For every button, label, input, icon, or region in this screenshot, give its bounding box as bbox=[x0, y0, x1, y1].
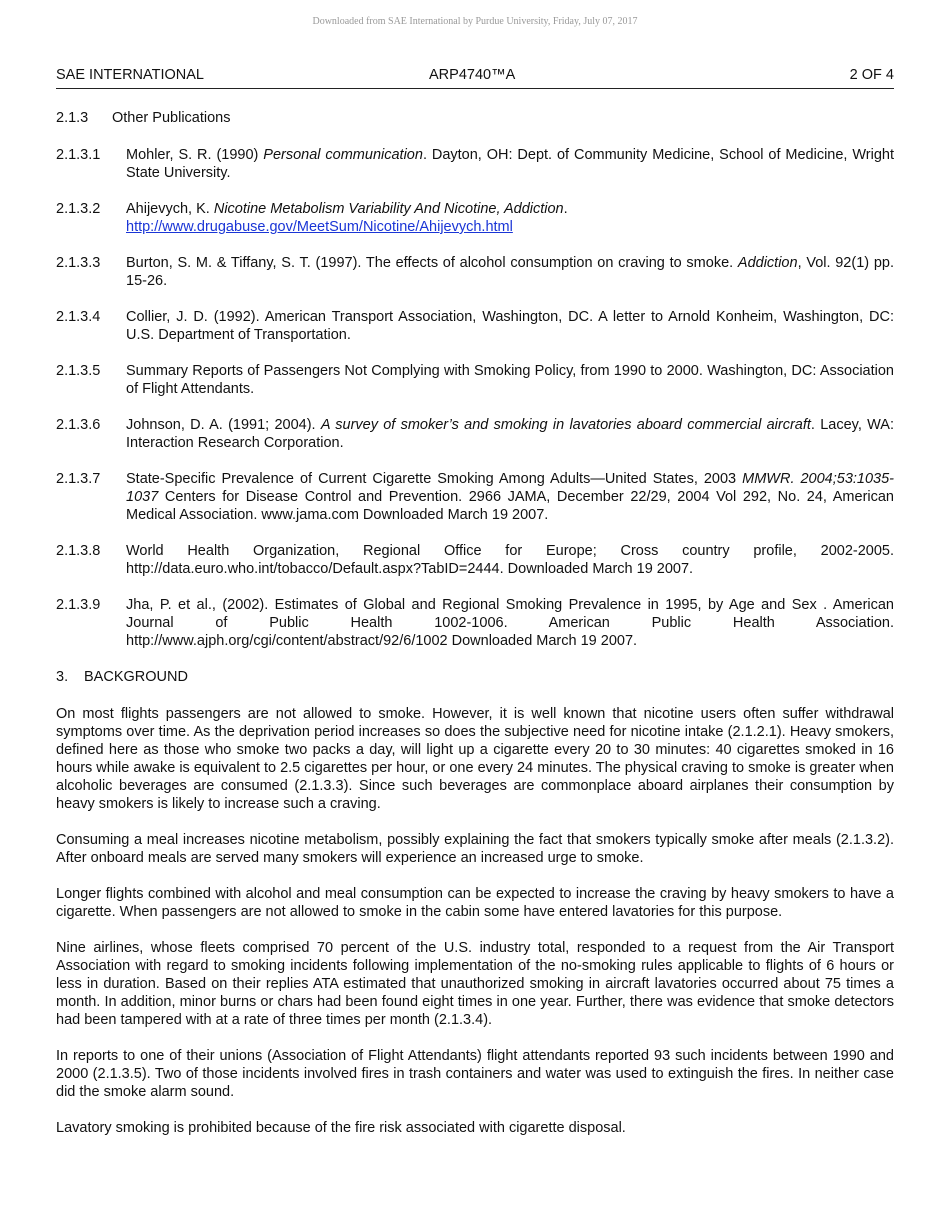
reference-text-italic: A survey of smoker’s and smoking in lavatories aboard commercial aircraft bbox=[320, 417, 811, 433]
reference-number: 2.1.3.5 bbox=[56, 363, 101, 379]
reference-number: 2.1.3.7 bbox=[56, 471, 101, 487]
section-title: BACKGROUND bbox=[84, 669, 188, 685]
body-paragraph: Nine airlines, whose fleets comprised 70 percent of the U.S. industry total, responded to a request from the Air Transport Association with regard to smoking incidents following implementation of the no-smoking rules applicable to flights of 6 hours or less in duration. Based on their replies ATA estimated that unauthorized smoking in aircraft lavatories occurred about 75 times a month. In addition, minor burns or chars had been found eight times in one year. Further, there was evidence that smoke detectors had been tampered with at a rate of three times per month (2.1.3.4). bbox=[56, 940, 894, 1028]
reference-text bbox=[126, 542, 894, 578]
reference-text bbox=[126, 200, 894, 236]
document-body bbox=[56, 109, 894, 1155]
reference-text-plain: . Dayton, OH: Dept. of Community Medicine, School of Medicine, Wright State University. bbox=[126, 147, 894, 181]
reference-text-plain: . Lacey, WA: Interaction Research Corporation. bbox=[126, 417, 894, 451]
body-paragraph: Consuming a meal increases nicotine metabolism, possibly explaining the fact that smokers typically smoke after meals (2.1.3.2). After onboard meals are served many smokers will experience an increased urge to smoke. bbox=[56, 832, 894, 866]
reference-text-italic: Addiction bbox=[737, 255, 798, 271]
header-page-number: 2 OF 4 bbox=[849, 67, 894, 83]
reference-text bbox=[126, 470, 894, 524]
reference-text-italic: Nicotine Metabolism Variability And Nicotine, Addiction bbox=[213, 201, 564, 217]
background-text bbox=[56, 705, 894, 1137]
reference-text bbox=[126, 146, 894, 182]
reference-text-plain: . bbox=[563, 201, 568, 217]
reference-item bbox=[56, 596, 894, 650]
download-watermark: Downloaded from SAE International by Purdue University, Friday, July 07, 2017 bbox=[312, 16, 638, 27]
reference-number: 2.1.3.3 bbox=[56, 255, 101, 271]
reference-text-italic: Personal communication bbox=[263, 147, 423, 163]
reference-text bbox=[126, 308, 894, 344]
reference-text-plain: , Vol. 92(1) pp. 15-26. bbox=[126, 255, 894, 289]
reference-list bbox=[56, 146, 894, 650]
reference-number: 2.1.3.8 bbox=[56, 543, 101, 559]
section-title: Other Publications bbox=[112, 110, 231, 126]
reference-text bbox=[126, 362, 894, 398]
reference-text-plain: Jha, P. et al., (2002). Estimates of Global and Regional Smoking Prevalence in 1995, by Age and Sex . American Journal of Public Health 1002-1006. American Public Health Association. http://www.ajph.org/cgi/content/abstract/92/6/1002 Downloaded March 19 2007. bbox=[126, 597, 894, 649]
section-heading-2-1-3 bbox=[56, 109, 894, 127]
body-paragraph: Longer flights combined with alcohol and meal consumption can be expected to increase the craving by heavy smokers to have a cigarette. When passengers are not allowed to smoke in the cabin some have entered lavatories for this purpose. bbox=[56, 886, 894, 920]
reference-number: 2.1.3.9 bbox=[56, 597, 101, 613]
reference-text bbox=[126, 254, 894, 290]
reference-item bbox=[56, 200, 894, 236]
reference-number: 2.1.3.6 bbox=[56, 417, 101, 433]
reference-text-italic: MMWR. 2004;53:1035-1037 bbox=[126, 471, 894, 505]
reference-text-plain: Collier, J. D. (1992). American Transport Association, Washington, DC. A letter to Arnold Konheim, Washington, DC: U.S. Department of Transportation. bbox=[126, 309, 894, 343]
reference-text-plain: State-Specific Prevalence of Current Cigarette Smoking Among Adults—United States, 2003 bbox=[126, 471, 743, 487]
reference-item bbox=[56, 416, 894, 452]
reference-text-plain: Ahijevych, K. bbox=[126, 201, 214, 217]
reference-text bbox=[126, 416, 894, 452]
reference-item bbox=[56, 542, 894, 578]
reference-number: 2.1.3.1 bbox=[56, 147, 101, 163]
reference-number: 2.1.3.4 bbox=[56, 309, 101, 325]
reference-number: 2.1.3.2 bbox=[56, 201, 101, 217]
page-header bbox=[56, 66, 894, 89]
reference-text-plain: Burton, S. M. & Tiffany, S. T. (1997). The effects of alcohol consumption on craving to smoke. bbox=[126, 255, 738, 271]
reference-item bbox=[56, 254, 894, 290]
section-number: 2.1.3 bbox=[56, 110, 89, 126]
reference-text-plain: Centers for Disease Control and Prevention. 2966 JAMA, December 22/29, 2004 Vol 292, No. 24, American Medical Association. www.jama.com Downloaded March 19 2007. bbox=[126, 489, 894, 523]
reference-text bbox=[126, 596, 894, 650]
reference-text-plain: World Health Organization, Regional Office for Europe; Cross country profile, 2002-2005. http://data.euro.who.int/tobacco/Default.aspx?TabID=2444. Downloaded March 19 2007. bbox=[126, 543, 894, 577]
header-doc-id: ARP4740™A bbox=[429, 67, 516, 83]
reference-item bbox=[56, 362, 894, 398]
body-paragraph: Lavatory smoking is prohibited because of the fire risk associated with cigarette disposal. bbox=[56, 1120, 626, 1136]
reference-item bbox=[56, 308, 894, 344]
reference-text-plain: Mohler, S. R. (1990) bbox=[126, 147, 264, 163]
reference-text-plain: Johnson, D. A. (1991; 2004). bbox=[126, 417, 321, 433]
reference-text-plain: Summary Reports of Passengers Not Complying with Smoking Policy, from 1990 to 2000. Washington, DC: Association of Flight Attendants. bbox=[126, 363, 894, 397]
body-paragraph: On most flights passengers are not allowed to smoke. However, it is well known that nicotine users often suffer withdrawal symptoms over time. As the deprivation period increases so does the subjective need for nicotine intake (2.1.2.1). Heavy smokers, defined here as those who smoke two packs a day, will light up a cigarette every 20 to 30 minutes: 40 cigarettes smoked in 16 hours while awake is equivalent to 2.5 cigarettes per hour, or one every 24 minutes. The physical craving to smoke is greater when alcoholic beverages are consumed (2.1.3.3). Since such beverages are commonplace aboard airplanes their consumption by heavy smokers is likely to increase such a craving. bbox=[56, 706, 894, 812]
reference-link[interactable]: http://www.drugabuse.gov/MeetSum/Nicotine/Ahijevych.html bbox=[126, 219, 513, 235]
section-number: 3. bbox=[56, 669, 69, 685]
body-paragraph: In reports to one of their unions (Association of Flight Attendants) flight attendants reported 93 such incidents between 1990 and 2000 (2.1.3.5). Two of those incidents involved fires in trash containers and water was used to extinguish the fires. In neither case did the smoke alarm sound. bbox=[56, 1048, 894, 1100]
section-heading-3 bbox=[56, 668, 894, 686]
reference-item bbox=[56, 470, 894, 524]
reference-item bbox=[56, 146, 894, 182]
header-org: SAE INTERNATIONAL bbox=[56, 67, 204, 83]
